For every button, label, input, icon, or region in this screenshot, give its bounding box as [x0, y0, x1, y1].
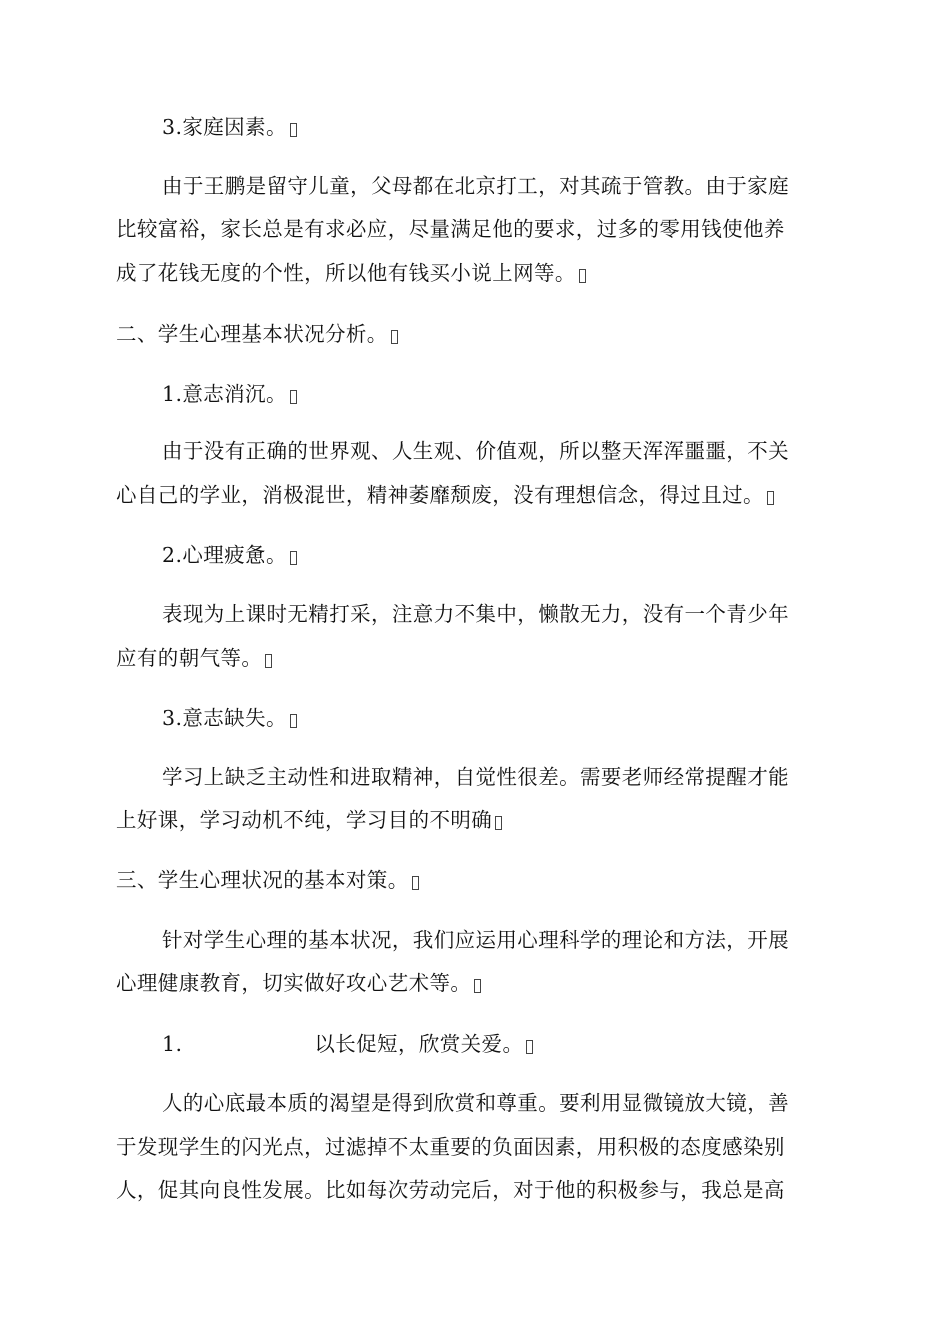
paragraph-line: 由于王鹏是留守儿童，父母都在北京打工，对其疏于管教。由于家庭: [162, 174, 789, 198]
subheading-family-factors: 3.家庭因素。: [162, 113, 297, 141]
paragraph-line: 心理健康教育，切实做好攻心艺术等。: [116, 969, 481, 997]
paragraph-mark-icon: [265, 654, 272, 668]
paragraph-mark-icon: [526, 1040, 533, 1054]
paragraph-line: 上好课，学习动机不纯，学习目的不明确: [116, 806, 502, 834]
paragraph-line: 针对学生心理的基本状况，我们应运用心理科学的理论和方法，开展: [162, 928, 789, 952]
subheading-will-lacking: 3.意志缺失。: [162, 704, 297, 732]
paragraph-mark-icon: [391, 330, 398, 344]
paragraph-mark-icon: [767, 491, 774, 505]
paragraph-line: 表现为上课时无精打采，注意力不集中，懒散无力，没有一个青少年: [162, 602, 789, 626]
paragraph-mark-icon: [290, 714, 297, 728]
paragraph-line: 应有的朝气等。: [116, 644, 272, 672]
paragraph-line: 心自己的学业，消极混世，精神萎靡颓废，没有理想信念，得过且过。: [116, 481, 774, 509]
paragraph-mark-icon: [290, 390, 297, 404]
paragraph-mark-icon: [290, 551, 297, 565]
paragraph-line: 成了花钱无度的个性，所以他有钱买小说上网等。: [116, 259, 586, 287]
paragraph-mark-icon: [412, 876, 419, 890]
paragraph-line: 由于没有正确的世界观、人生观、价值观，所以整天浑浑噩噩，不关: [162, 439, 789, 463]
paragraph-mark-icon: [290, 123, 297, 137]
section-heading-2: 二、学生心理基本状况分析。: [116, 320, 398, 348]
subheading-will-depressed: 1.意志消沉。: [162, 380, 297, 408]
paragraph-mark-icon: [474, 979, 481, 993]
paragraph-line: 人，促其向良性发展。比如每次劳动完后，对于他的积极参与，我总是高: [116, 1178, 785, 1202]
paragraph-line: 比较富裕，家长总是有求必应，尽量满足他的要求，过多的零用钱使他养: [116, 217, 785, 241]
paragraph-mark-icon: [579, 269, 586, 283]
paragraph-mark-icon: [495, 816, 502, 830]
paragraph-line: 人的心底最本质的渴望是得到欣赏和尊重。要利用显微镜放大镜，善: [162, 1091, 789, 1115]
subheading-strengths-appreciation: 1. 以长促短，欣赏关爱。: [162, 1030, 533, 1058]
paragraph-line: 于发现学生的闪光点，过滤掉不太重要的负面因素，用积极的态度感染别: [116, 1135, 785, 1159]
paragraph-line: 学习上缺乏主动性和进取精神，自觉性很差。需要老师经常提醒才能: [162, 765, 789, 789]
subheading-mental-fatigue: 2.心理疲惫。: [162, 541, 297, 569]
section-heading-3: 三、学生心理状况的基本对策。: [116, 866, 419, 894]
